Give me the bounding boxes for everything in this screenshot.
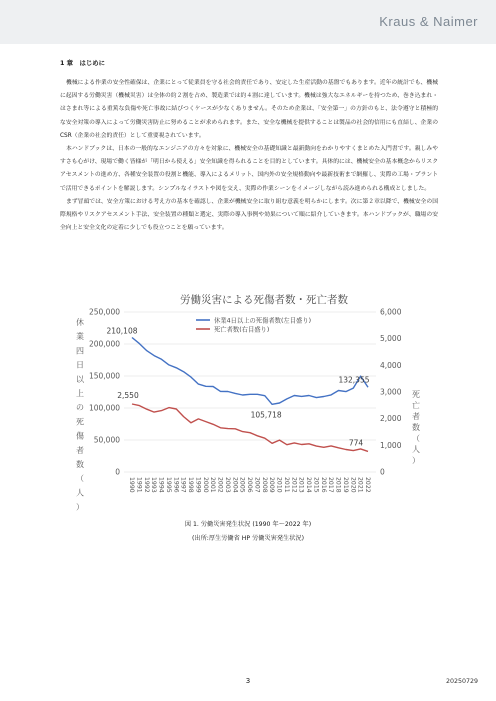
y-right-axis-title-char: 亡	[412, 401, 420, 410]
y-left-axis-title-char: 死	[76, 417, 84, 427]
x-tick-label: 2002	[216, 477, 224, 493]
paragraph: まず冒頭では、安全方策における考え方の基本を確認し、企業が機械安全に取り組む意義を明らかにします。次に第２章以降で、機械安全の国際規格やリスクアセスメント手法、安全装置の種類と選定、実際の導入事例や効果について順に紹介していきます。本ハンドブックが、職場の安全向上と安全文化の定着に少しでも役立つことを願っています。	[60, 198, 438, 232]
x-tick-label: 1997	[179, 477, 187, 493]
y-right-axis-title-char: 数	[412, 423, 420, 432]
y-left-tick-label: 100,000	[88, 403, 120, 413]
x-tick-label: 2004	[231, 477, 239, 493]
chart-title: 労働災害による死傷者数・死亡者数	[180, 294, 348, 306]
y-left-axis-title-char: （	[76, 474, 84, 484]
paragraph: 機械による作業の安全性確保は、企業にとって従業員を守る社会的責任であり、安定した生産活動の基盤でもあります。近年の統計でも、機械に起因する労働災害（機械災害）は全体の約２割を占め、製造業では約４割に達しています。機械は強大なエネルギーを持つため、巻き込まれ・はさまれ等による重篤な負傷や死亡事故に結びつくケースが少なくありません。そのため企業は、「安全第一」の方針のもと、法令遵守と積極的な安全対策の導入によって労働災害防止に努めることが求められます。また、安全な機械を提供することは製品の社会的信用にも直結し、企業の CSR（企業の社会的責任）として重要視されています。	[60, 80, 438, 139]
y-left-tick-label: 0	[115, 467, 120, 477]
x-tick-label: 2016	[319, 477, 327, 493]
y-right-tick-label: 4,000	[380, 360, 402, 370]
x-tick-label: 1996	[172, 477, 180, 493]
x-tick-label: 2001	[209, 477, 217, 493]
figure-caption: 図 1. 労働災害発生状況 (1990 年～2022 年)	[184, 521, 312, 528]
x-tick-label: 2005	[238, 477, 246, 493]
y-left-tick-label: 50,000	[93, 435, 120, 445]
paragraph: 本ハンドブックは、日本の一般的なエンジニアの方々を対象に、機械安全の基礎知識と最新動向をわかりやすくまとめた入門書です。親しみやすさも心がけ、現場で働く皆様が「明日から使える」安全知識を得られることを目的としています。具体的には、機械安全の基本概念からリスクアセスメントの進め方、各種安全装置の役割と機能、導入によるメリット、国内外の安全規格動向や最新技術まで網羅し、実際の工場・プラントで活用できるポイントを解説します。シンプルなイラストや図を交え、実際の作業シーンをイメージしながら読み進められる構成としました。	[60, 146, 438, 192]
brand-logo-text: Kraus & Naimer	[379, 14, 478, 29]
page-number: 3	[245, 677, 251, 685]
x-tick-label: 2019	[341, 477, 349, 493]
x-tick-label: 2021	[356, 477, 364, 493]
y-left-axis-title-char: 以	[76, 374, 84, 384]
y-left-tick-label: 250,000	[88, 307, 120, 317]
y-left-axis-title-char: ）	[76, 502, 84, 512]
x-tick-label: 2014	[305, 477, 312, 493]
x-tick-label: 2007	[253, 477, 261, 493]
x-tick-label: 2010	[275, 477, 283, 493]
x-tick-label: 2017	[327, 477, 335, 493]
x-tick-label: 1999	[194, 477, 202, 493]
x-tick-label: 2012	[290, 477, 298, 493]
y-right-tick-label: 6,000	[380, 307, 402, 317]
figure-source: (出所:厚生労働省 HP 労働災害発生状況)	[191, 535, 305, 542]
x-tick-label: 1995	[164, 477, 172, 493]
x-tick-label: 2008	[260, 477, 268, 493]
x-tick-label: 1998	[187, 477, 194, 493]
x-tick-label: 1994	[157, 477, 165, 493]
y-right-axis-title-char: 者	[412, 412, 420, 421]
y-right-axis-title-char: 死	[412, 390, 420, 399]
data-label: 105,718	[250, 410, 282, 420]
data-label: 2,550	[117, 391, 139, 400]
chapter-title: 1 章 はじめに	[60, 59, 106, 67]
y-left-axis-title-char: 業	[76, 332, 84, 342]
x-tick-label: 2003	[223, 477, 231, 493]
legend-label: 休業4日以上の死傷者数(左目盛り)	[214, 317, 312, 325]
y-left-tick-label: 150,000	[88, 371, 120, 381]
legend-label: 死亡者数(右目盛り)	[214, 326, 270, 334]
x-tick-label: 2000	[201, 477, 209, 493]
y-right-tick-label: 0	[380, 467, 385, 477]
y-left-axis-title-char: 傷	[76, 431, 84, 441]
x-tick-label: 2022	[364, 477, 371, 493]
y-left-axis-title-char: 人	[76, 488, 84, 498]
x-tick-label: 1992	[142, 477, 150, 493]
y-right-tick-label: 3,000	[380, 387, 402, 397]
y-left-axis-title-char: 日	[76, 360, 84, 370]
x-tick-label: 2015	[312, 477, 320, 493]
footer-date: 20250729	[445, 678, 478, 685]
y-right-tick-label: 5,000	[380, 334, 402, 344]
x-tick-label: 2009	[268, 477, 276, 493]
x-tick-label: 1991	[135, 477, 143, 493]
y-right-tick-label: 1,000	[380, 440, 402, 450]
y-right-axis-title-char: （	[412, 434, 420, 443]
x-tick-label: 2006	[246, 477, 253, 493]
y-right-tick-label: 2,000	[380, 414, 402, 424]
y-left-axis-title-char: の	[76, 403, 84, 413]
x-tick-label: 2018	[334, 477, 342, 493]
x-tick-label: 1990	[128, 477, 135, 493]
y-left-tick-label: 200,000	[88, 339, 120, 349]
y-left-axis-title-char: 休	[76, 318, 84, 327]
x-tick-label: 2020	[349, 477, 357, 493]
x-tick-label: 2013	[297, 477, 305, 493]
y-right-axis-title-char: ）	[412, 456, 420, 465]
data-label: 132,355	[338, 375, 370, 385]
y-left-axis-title-char: 数	[76, 460, 84, 469]
x-tick-label: 1993	[150, 477, 158, 493]
x-tick-label: 2011	[282, 477, 290, 493]
y-left-axis-title-char: 四	[76, 346, 84, 356]
y-left-axis-title-char: 者	[76, 445, 84, 455]
series-line	[132, 338, 368, 405]
data-label: 210,108	[106, 326, 138, 336]
y-right-axis-title-char: 人	[412, 445, 420, 454]
y-left-axis-title-char: 上	[76, 389, 84, 398]
data-label: 774	[348, 438, 364, 448]
